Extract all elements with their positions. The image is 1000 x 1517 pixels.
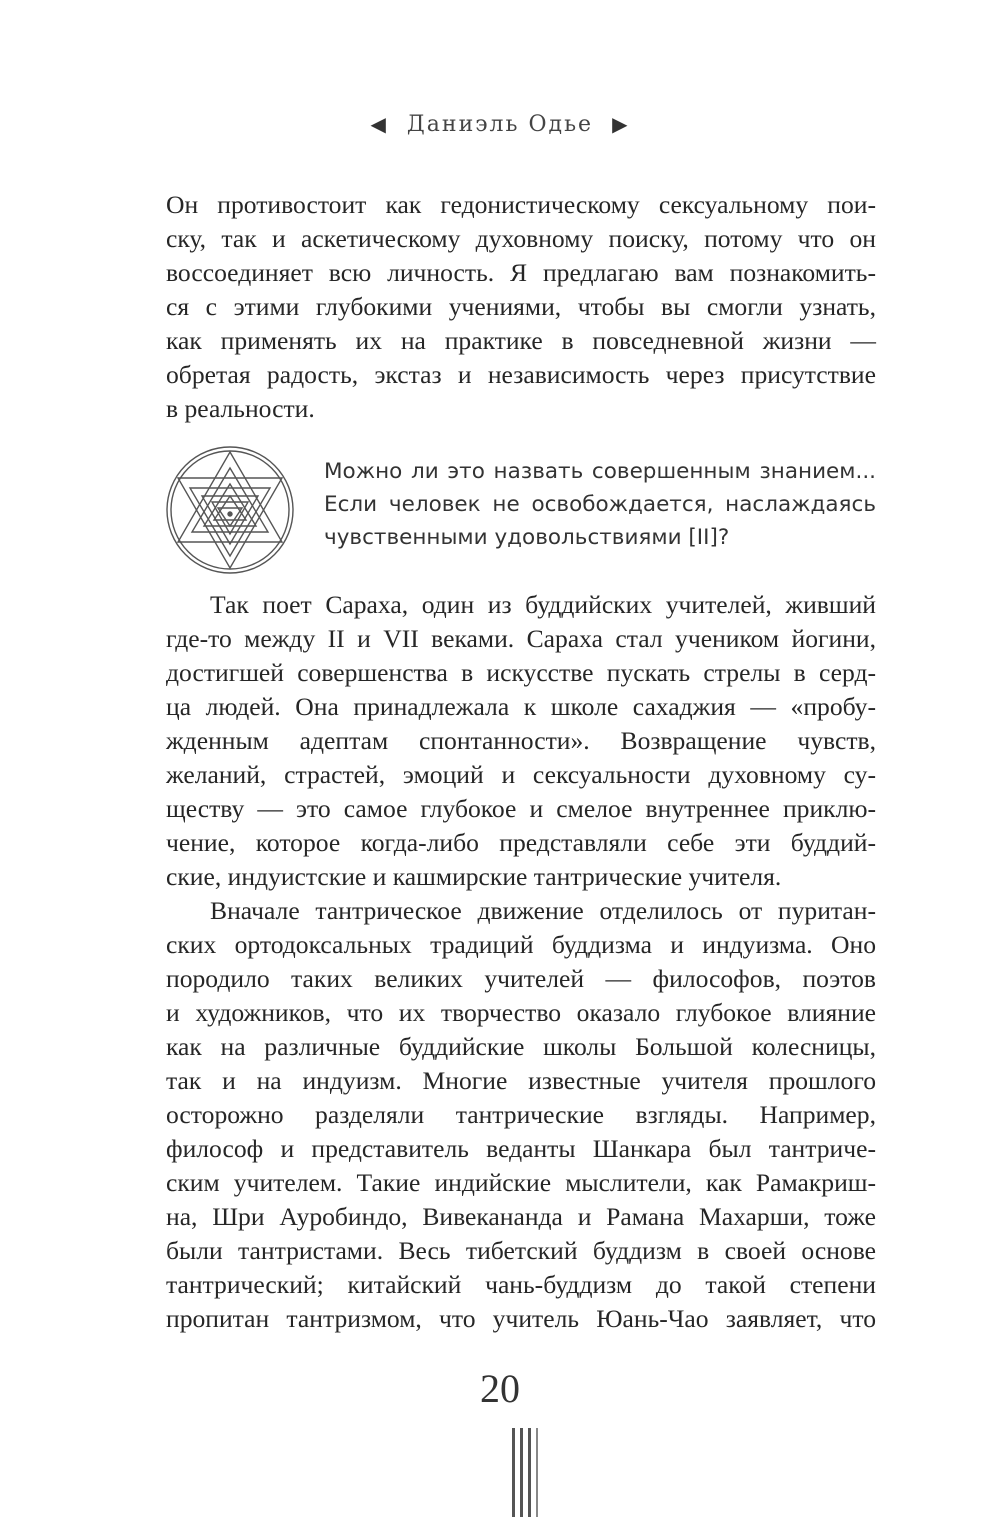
quote <box>324 455 876 554</box>
decorative-bars-icon <box>510 1428 540 1517</box>
left-arrow-icon: ◀ <box>370 112 388 136</box>
text-line: ским учителем. Такие индийские мыслители, как Рамакриш- <box>166 1168 876 1197</box>
text-line: ску, так и аскетическому духовному поиску, потому что он <box>166 224 876 253</box>
text-line: ся с этими глубокими учениями, чтобы вы смогли узнать, <box>166 292 876 321</box>
page-number: 20 <box>480 1366 520 1411</box>
text-line: пропитан тантризмом, что учитель Юань-Чао заявляет, что <box>166 1304 876 1333</box>
running-head-title: Даниэль Одье <box>406 112 594 137</box>
text-line: Вначале тантрическое движение отделилось от пуритан- <box>210 896 876 925</box>
text-line: осторожно разделяли тантрические взгляды. Например, <box>166 1100 876 1129</box>
text-line: Он противостоит как гедонистическому сексуальному пои- <box>166 190 876 219</box>
quote-line: Если человек не освобождается, наслаждаясь <box>324 492 876 517</box>
paragraph-tantra <box>166 894 876 1336</box>
text-line: как на различные буддийские школы Большой колесницы, <box>166 1032 876 1061</box>
text-line: философ и представитель веданты Шанкара был тантриче- <box>166 1134 876 1163</box>
text-line: где-то между II и VII веками. Сараха стал учеником йогини, <box>166 624 876 653</box>
text-line: обретая радость, экстаз и независимость через присутствие <box>166 360 876 389</box>
text-line: ществу — это самое глубокое и смелое внутреннее приклю- <box>166 794 876 823</box>
text-line: желаний, страстей, эмоций и сексуальности духовному су- <box>166 760 876 789</box>
sri-yantra-icon <box>164 444 296 576</box>
intro-paragraph <box>166 188 876 426</box>
text-line: на, Шри Ауробиндо, Вивекананда и Рамана Махарши, тоже <box>166 1202 876 1231</box>
paragraph-saraha <box>166 588 876 894</box>
text-line: ские, индуистские и кашмирские тантрические учителя. <box>166 862 782 891</box>
running-head <box>0 112 1000 137</box>
right-arrow-icon: ▶ <box>612 112 630 136</box>
text-line: жденным адептам спонтанности». Возвращение чувств, <box>166 726 876 755</box>
quote-line: Можно ли это назвать совершенным знанием... <box>324 459 876 484</box>
text-line: так и на индуизм. Многие известные учителя прошлого <box>166 1066 876 1095</box>
text-line: и художников, что их творчество оказало глубокое влияние <box>166 998 876 1027</box>
text-line: ца людей. Она принадлежала к школе сахаджия — «пробу- <box>166 692 876 721</box>
text-line: ских ортодоксальных традиций буддизма и индуизма. Оно <box>166 930 876 959</box>
text-line: Так поет Сараха, один из буддийских учителей, живший <box>210 590 876 619</box>
text-line: тантрический; китайский чань-буддизм до такой степени <box>166 1270 876 1299</box>
text-line: породило таких великих учителей — философов, поэтов <box>166 964 876 993</box>
text-line: как применять их на практике в повседневной жизни — <box>166 326 876 355</box>
text-line: чение, которое когда-либо представляли себе эти буддий- <box>166 828 876 857</box>
text-line: в реальности. <box>166 394 315 423</box>
quote-line: чувственными удовольствиями [II]? <box>324 525 730 550</box>
text-line: были тантристами. Весь тибетский буддизм в своей основе <box>166 1236 876 1265</box>
text-line: воссоединяет всю личность. Я предлагаю вам познакомить- <box>166 258 876 287</box>
text-line: достигшей совершенства в искусстве пускать стрелы в серд- <box>166 658 876 687</box>
